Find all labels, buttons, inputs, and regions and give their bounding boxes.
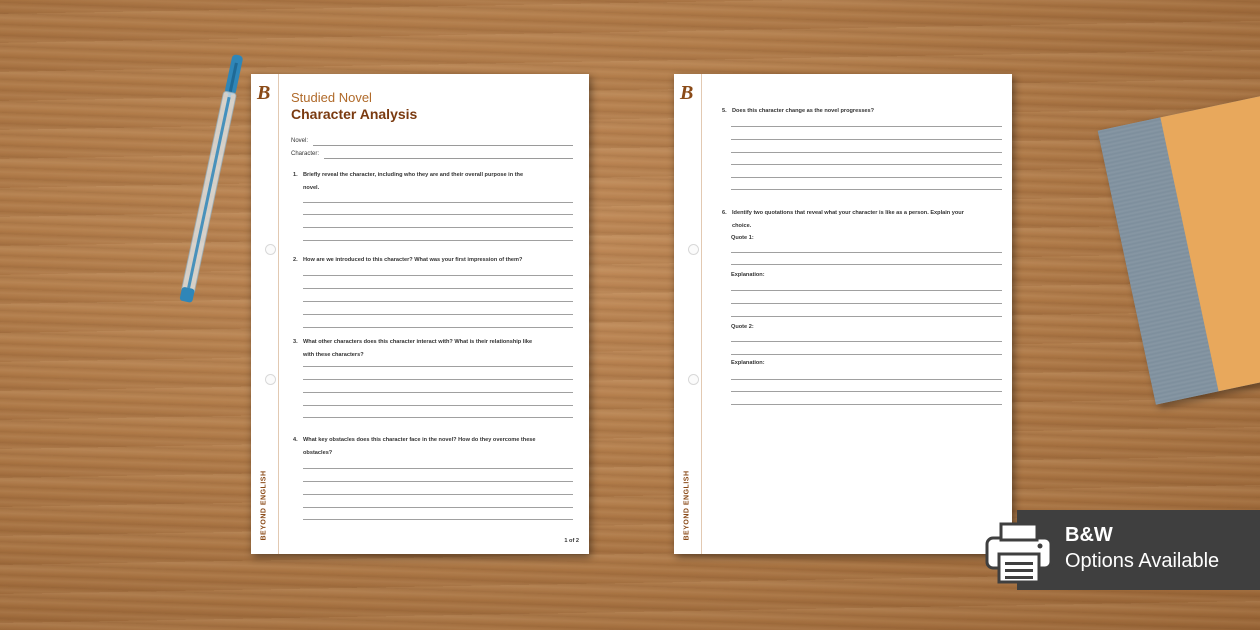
character-field[interactable] bbox=[324, 158, 573, 159]
explanation-2-label: Explanation: bbox=[731, 360, 765, 366]
novel-field[interactable] bbox=[313, 145, 573, 146]
answer-line[interactable] bbox=[303, 392, 573, 393]
question-5: 5. Does this character change as the novel progresses? bbox=[722, 108, 875, 114]
answer-line[interactable] bbox=[731, 152, 1002, 153]
answer-line[interactable] bbox=[303, 275, 573, 276]
novel-label: Novel: bbox=[291, 138, 309, 144]
margin-line bbox=[278, 74, 279, 554]
explanation-1-label: Explanation: bbox=[731, 272, 765, 278]
pen-clip bbox=[224, 63, 238, 117]
brand-logo: B bbox=[680, 82, 694, 104]
answer-line[interactable] bbox=[303, 507, 573, 508]
punch-hole bbox=[688, 244, 699, 255]
answer-line[interactable] bbox=[303, 240, 573, 241]
quote-2-label: Quote 2: bbox=[731, 324, 754, 330]
answer-line[interactable] bbox=[731, 139, 1002, 140]
pen-end-plug bbox=[179, 287, 195, 303]
answer-line[interactable] bbox=[731, 126, 1002, 127]
answer-line[interactable] bbox=[303, 288, 573, 289]
quote-1-label: Quote 1: bbox=[731, 235, 754, 241]
answer-line[interactable] bbox=[731, 252, 1002, 253]
question-4: 4. What key obstacles does this character face in the novel? How do they overcome these obstacles? bbox=[293, 437, 536, 456]
question-2: 2. How are we introduced to this character? What was your first impression of them? bbox=[293, 257, 523, 263]
character-label: Character: bbox=[291, 151, 320, 157]
punch-hole bbox=[265, 374, 276, 385]
answer-line[interactable] bbox=[303, 519, 573, 520]
answer-line[interactable] bbox=[303, 314, 573, 315]
answer-line[interactable] bbox=[731, 379, 1002, 380]
answer-line[interactable] bbox=[731, 164, 1002, 165]
worksheet-page-2 bbox=[674, 74, 1012, 554]
answer-line[interactable] bbox=[303, 301, 573, 302]
answer-line[interactable] bbox=[731, 177, 1002, 178]
question-3: 3. What other characters does this character interact with? What is their relationship like with these characters? bbox=[293, 339, 533, 358]
answer-line[interactable] bbox=[303, 494, 573, 495]
pen-cap bbox=[224, 54, 243, 95]
answer-line[interactable] bbox=[303, 481, 573, 482]
answer-line[interactable] bbox=[731, 264, 1002, 265]
answer-line[interactable] bbox=[731, 189, 1002, 190]
brand-wordmark: BEYOND ENGLISH bbox=[260, 470, 268, 541]
brand-wordmark: BEYOND ENGLISH bbox=[683, 470, 691, 541]
answer-line[interactable] bbox=[303, 417, 573, 418]
answer-line[interactable] bbox=[731, 316, 1002, 317]
badge-subtitle: Options Available bbox=[1065, 550, 1220, 572]
answer-line[interactable] bbox=[303, 214, 573, 215]
notebook bbox=[1098, 95, 1260, 404]
answer-line[interactable] bbox=[303, 227, 573, 228]
answer-line[interactable] bbox=[303, 468, 573, 469]
worksheet-title: Studied Novel bbox=[291, 90, 372, 105]
answer-line[interactable] bbox=[731, 404, 1002, 405]
margin-line bbox=[701, 74, 702, 554]
answer-line[interactable] bbox=[303, 379, 573, 380]
punch-hole bbox=[265, 244, 276, 255]
pen-ink-tube bbox=[187, 97, 230, 288]
answer-line[interactable] bbox=[731, 290, 1002, 291]
answer-line[interactable] bbox=[731, 354, 1002, 355]
question-6: 6. Identify two quotations that reveal what your character is like as a person. Explain your choice. bbox=[722, 210, 964, 229]
answer-line[interactable] bbox=[303, 327, 573, 328]
answer-line[interactable] bbox=[731, 391, 1002, 392]
worksheet-page-1 bbox=[251, 74, 589, 554]
bw-options-badge[interactable] bbox=[1017, 510, 1260, 590]
answer-line[interactable] bbox=[303, 366, 573, 367]
brand-logo: B bbox=[257, 82, 271, 104]
printer-icon bbox=[985, 518, 1053, 586]
punch-hole bbox=[688, 374, 699, 385]
page-number: 1 of 2 bbox=[564, 538, 579, 544]
question-1: 1. Briefly reveal the character, including who they are and their overall purpose in the novel. bbox=[293, 172, 524, 191]
pen-barrel bbox=[181, 91, 236, 294]
worksheet-subtitle: Character Analysis bbox=[291, 106, 418, 122]
answer-line[interactable] bbox=[731, 303, 1002, 304]
answer-line[interactable] bbox=[303, 202, 573, 203]
answer-line[interactable] bbox=[731, 341, 1002, 342]
answer-line[interactable] bbox=[303, 405, 573, 406]
badge-title: B&W bbox=[1065, 524, 1113, 546]
